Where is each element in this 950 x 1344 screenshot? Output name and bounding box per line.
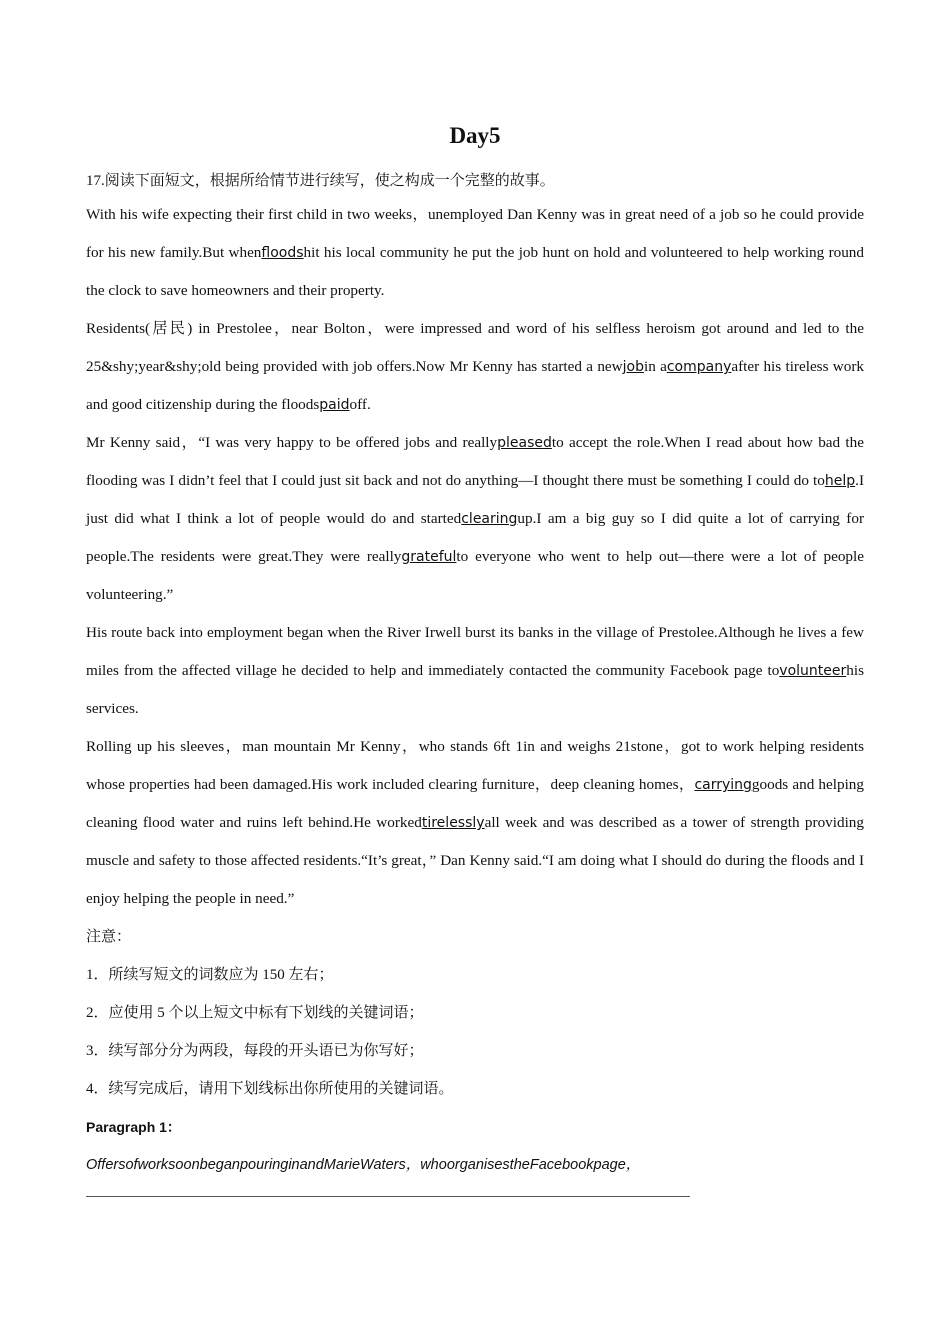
text-segment: to everyone who went to help out—there were a lot of people volunteering.” xyxy=(86,548,864,603)
keyword-carrying: carrying xyxy=(694,777,752,793)
keyword-job: job xyxy=(622,359,644,375)
keyword-help: help xyxy=(824,473,856,489)
question-prompt: 17.阅读下面短文，根据所给情节进行续写，使之构成一个完整的故事。 xyxy=(86,173,555,189)
paragraph-1-opening: OffersofworksoonbeganpouringinandMarieWaters，whoorganisestheFacebookpage， xyxy=(86,1157,641,1173)
document-page xyxy=(86,120,864,1197)
keyword-floods: floods xyxy=(261,245,304,261)
text-segment: With his wife expecting their first child in two weeks，unemployed Dan Kenny was in great need of a job so he could provide for his new family.But when xyxy=(86,206,864,261)
keyword-clearing: clearing xyxy=(461,511,518,527)
keyword-paid: paid xyxy=(319,397,350,413)
keyword-grateful: grateful xyxy=(401,549,457,565)
keyword-pleased: pleased xyxy=(497,435,552,451)
note-item: 3．续写部分分为两段，每段的开头语已为你写好； xyxy=(86,1043,424,1059)
text-segment: goods and helping cleaning flood water and ruins left behind.He worked xyxy=(86,776,864,831)
text-segment: hit his local community he put the job hunt on hold and volunteered to help working round the clock to save homeowners and their property. xyxy=(86,244,864,299)
notes-heading: 注意： xyxy=(86,929,132,945)
keyword-tirelessly: tirelessly xyxy=(421,815,485,831)
text-segment: his services. xyxy=(86,662,864,717)
note-item: 1．所续写短文的词数应为 150 左右； xyxy=(86,967,334,983)
text-segment: all week and was described as a tower of strength providing muscle and safety to those affected residents.“It’s great，” Dan Kenny said.“I am doing what I should do during the floods and I enjoy helping the people in need.” xyxy=(86,814,864,907)
story-paragraph-1 xyxy=(86,196,864,310)
text-segment: after his tireless work and good citizenship during the floods xyxy=(86,358,865,413)
text-segment: to accept the role.When I read about how bad the flooding was I didn’t feel that I could just sit back and not do anything—I thought there must be something I could do to xyxy=(86,434,864,489)
text-segment: .I just did what I think a lot of people would do and started xyxy=(86,472,864,527)
paragraph-1-label: Paragraph 1： xyxy=(86,1119,181,1135)
answer-line[interactable] xyxy=(86,1184,690,1197)
page-title: Day5 xyxy=(449,123,501,148)
text-segment: Residents(居民) in Prestolee，near Bolton，were impressed and word of his selfless heroism got around and led to the 25&shy;year&shy;old being provided with job offers.Now Mr Kenny has started a new xyxy=(86,320,864,375)
story-paragraph-3 xyxy=(86,424,864,614)
text-segment: off. xyxy=(349,396,371,413)
text-segment: His route back into employment began when the River Irwell burst its banks in the village of Prestolee.Although he lives a few miles from the affected village he decided to help and immediately contacted the community Facebook page to xyxy=(86,624,864,679)
text-segment: Rolling up his sleeves，man mountain Mr Kenny，who stands 6ft 1in and weighs 21stone，got to work helping residents whose properties had been damaged.His work included clearing furniture，deep cleaning homes， xyxy=(86,738,864,793)
text-segment: Mr Kenny said，“I was very happy to be offered jobs and really xyxy=(86,434,498,451)
note-item: 4．续写完成后，请用下划线标出你所使用的关键词语。 xyxy=(86,1081,454,1097)
keyword-volunteer: volunteer xyxy=(779,663,847,679)
story-paragraph-5 xyxy=(86,728,864,918)
story-paragraph-4 xyxy=(86,614,864,728)
keyword-company: company xyxy=(666,359,732,375)
text-segment: up.I am a big guy so I did quite a lot of carrying for people.The residents were great.They were really xyxy=(86,510,864,565)
text-segment: in a xyxy=(643,358,667,375)
story-paragraph-2 xyxy=(86,310,864,424)
note-item: 2．应使用 5 个以上短文中标有下划线的关键词语； xyxy=(86,1005,424,1021)
